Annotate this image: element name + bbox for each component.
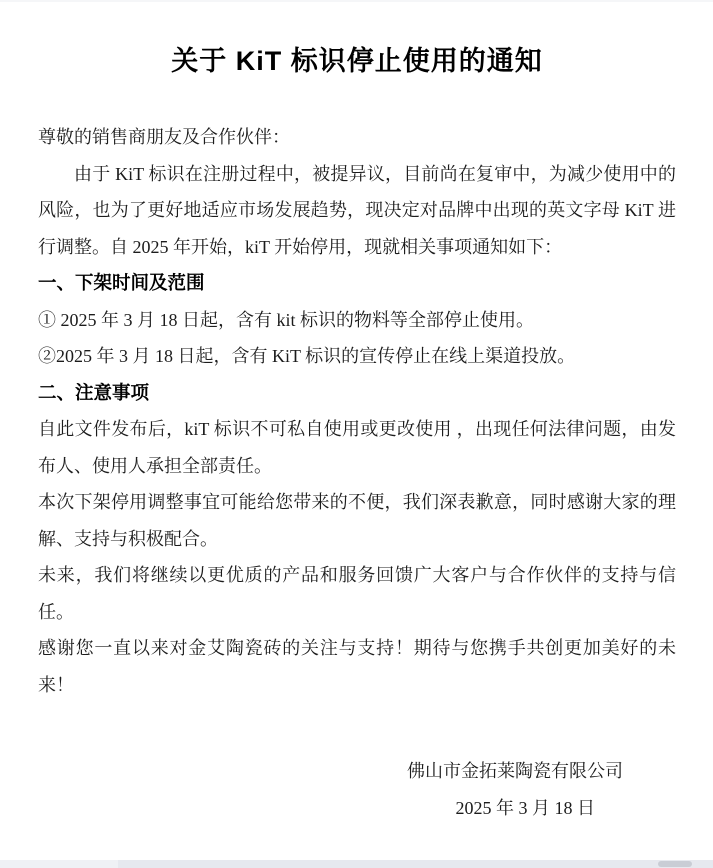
company-signature: 佛山市金拓莱陶瓷有限公司: [407, 761, 623, 781]
section-2-paragraph-1: 自此文件发布后，kiT 标识不可私自使用或更改使用 ，出现任何法律问题，由发布人、使用人承担全部责任。: [38, 419, 676, 476]
section-2-paragraph-2: 本次下架停用调整事宜可能给您带来的不便，我们深表歉意，同时感谢大家的理解、支持与积极配合。: [38, 492, 676, 549]
section-2-heading: 二、注意事项: [38, 381, 150, 403]
document-title: 关于 KiT 标识停止使用的通知: [171, 46, 543, 76]
greeting-line: 尊敬的销售商朋友及合作伙伴：: [38, 127, 290, 147]
window-top-edge: [0, 0, 713, 2]
horizontal-scrollbar[interactable]: [0, 860, 713, 868]
section-2-paragraph-4: 感谢您一直以来对金艾陶瓷砖的关注与支持！期待与您携手共创更加美好的未来！: [38, 638, 676, 695]
signature-block: [38, 753, 676, 826]
scrollbar-track-segment: [0, 860, 118, 868]
section-1-heading: 一、下架时间及范围: [38, 272, 205, 293]
section-1-item-1: ① 2025 年 3 月 18 日起，含有 kit 标识的物料等全部停止使用。: [38, 309, 534, 330]
intro-paragraph: 由于 KiT 标识在注册过程中，被提异议，目前尚在复审中，为减少使用中的风险，也为了更好地适应市场发展趋势，现决定对品牌中出现的英文字母 KiT 进行调整。自 2025 年开始，kiT 开始停用，现就相关事项通知如下：: [38, 163, 676, 257]
section-1-item-2: ②2025 年 3 月 18 日起，含有 KiT 标识的宣传停止在线上渠道投放。: [38, 346, 576, 366]
scrollbar-thumb[interactable]: [658, 861, 692, 867]
signature-date: 2025 年 3 月 18 日: [455, 797, 595, 818]
section-2-paragraph-3: 未来，我们将继续以更优质的产品和服务回馈广大客户与合作伙伴的支持与信任。: [38, 565, 676, 622]
